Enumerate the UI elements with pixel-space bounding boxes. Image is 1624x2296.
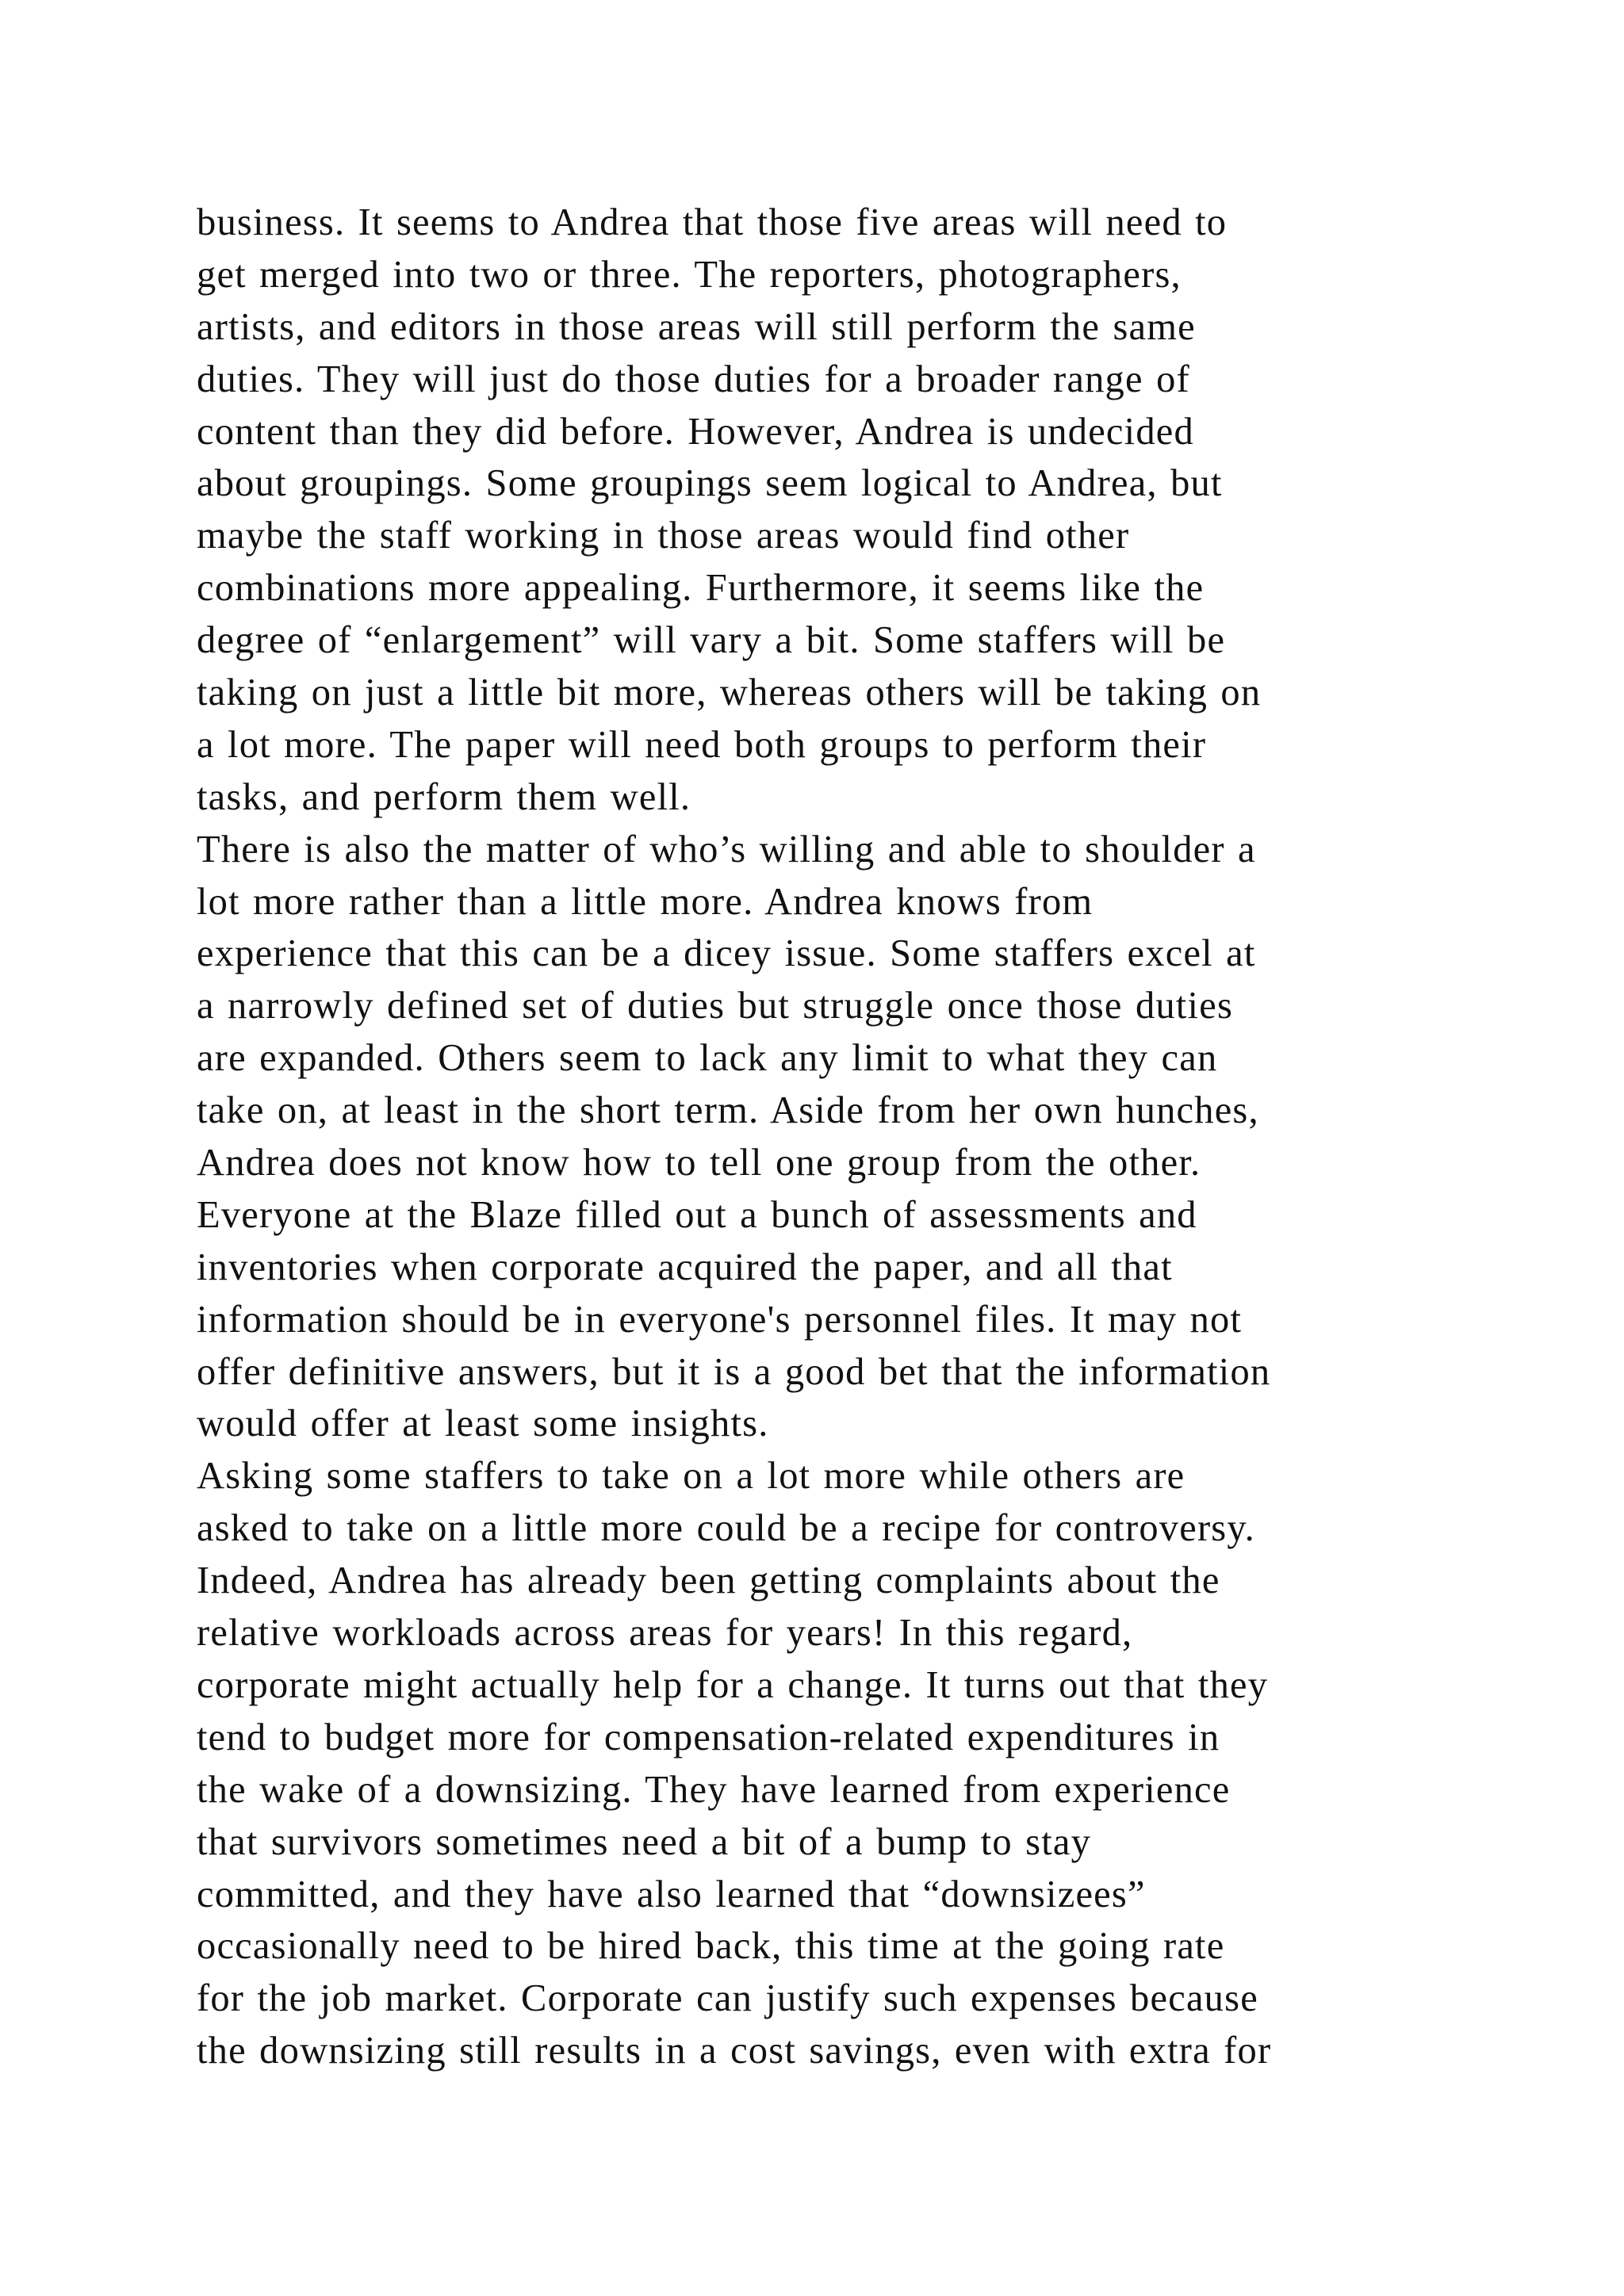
text-line: Indeed, Andrea has already been getting complaints about the [197, 1559, 1220, 1602]
text-line: get merged into two or three. The reporters, photographers, [197, 253, 1182, 296]
text-line: are expanded. Others seem to lack any limit to what they can [197, 1037, 1218, 1080]
text-line: experience that this can be a dicey issue. Some staffers excel at [197, 932, 1256, 975]
text-line: offer definitive answers, but it is a good bet that the information [197, 1350, 1271, 1393]
text-line: the wake of a downsizing. They have learned from experience [197, 1768, 1231, 1811]
text-line: tend to budget more for compensation-related expenditures in [197, 1716, 1220, 1758]
text-line: combinations more appealing. Furthermore, it seems like the [197, 567, 1205, 610]
text-line: inventories when corporate acquired the paper, and all that [197, 1246, 1173, 1288]
text-line: for the job market. Corporate can justify such expenses because [197, 1977, 1258, 2020]
text-line: lot more rather than a little more. Andrea knows from [197, 880, 1094, 923]
text-line: that survivors sometimes need a bit of a bump to stay [197, 1820, 1092, 1863]
text-line: maybe the staff working in those areas would find other [197, 515, 1130, 557]
text-line: degree of “enlargement” will vary a bit. Some staffers will be [197, 619, 1226, 662]
text-line: asked to take on a little more could be a recipe for controversy. [197, 1507, 1256, 1550]
text-line: Everyone at the Blaze filled out a bunch of assessments and [197, 1193, 1197, 1236]
text-line: corporate might actually help for a change. It turns out that they [197, 1663, 1269, 1706]
text-line: business. It seems to Andrea that those five areas will need to [197, 201, 1228, 243]
text-line: There is also the matter of who’s willing and able to shoulder a [197, 828, 1256, 871]
text-line: take on, at least in the short term. Aside from her own hunches, [197, 1089, 1259, 1132]
text-line: artists, and editors in those areas will still perform the same [197, 305, 1196, 348]
text-line: relative workloads across areas for years! In this regard, [197, 1612, 1133, 1655]
text-line: a lot more. The paper will need both groups to perform their [197, 723, 1207, 766]
text-line: content than they did before. However, Andrea is undecided [197, 410, 1194, 453]
body-text [197, 197, 1465, 2077]
text-line: Andrea does not know how to tell one group from the other. [197, 1142, 1201, 1184]
text-line: a narrowly defined set of duties but struggle once those duties [197, 985, 1234, 1027]
text-line: occasionally need to be hired back, this time at the going rate [197, 1925, 1225, 1968]
text-line: Asking some staffers to take on a lot more while others are [197, 1455, 1185, 1498]
text-line: the downsizing still results in a cost savings, even with extra for [197, 2030, 1272, 2072]
text-line: tasks, and perform them well. [197, 775, 691, 818]
text-line: committed, and they have also learned that “downsizees” [197, 1873, 1146, 1915]
text-line: duties. They will just do those duties for a broader range of [197, 358, 1190, 400]
text-line: would offer at least some insights. [197, 1402, 769, 1445]
text-line: taking on just a little bit more, whereas others will be taking on [197, 672, 1262, 714]
text-line: information should be in everyone's personnel files. It may not [197, 1298, 1243, 1341]
text-line: about groupings. Some groupings seem logical to Andrea, but [197, 462, 1223, 505]
